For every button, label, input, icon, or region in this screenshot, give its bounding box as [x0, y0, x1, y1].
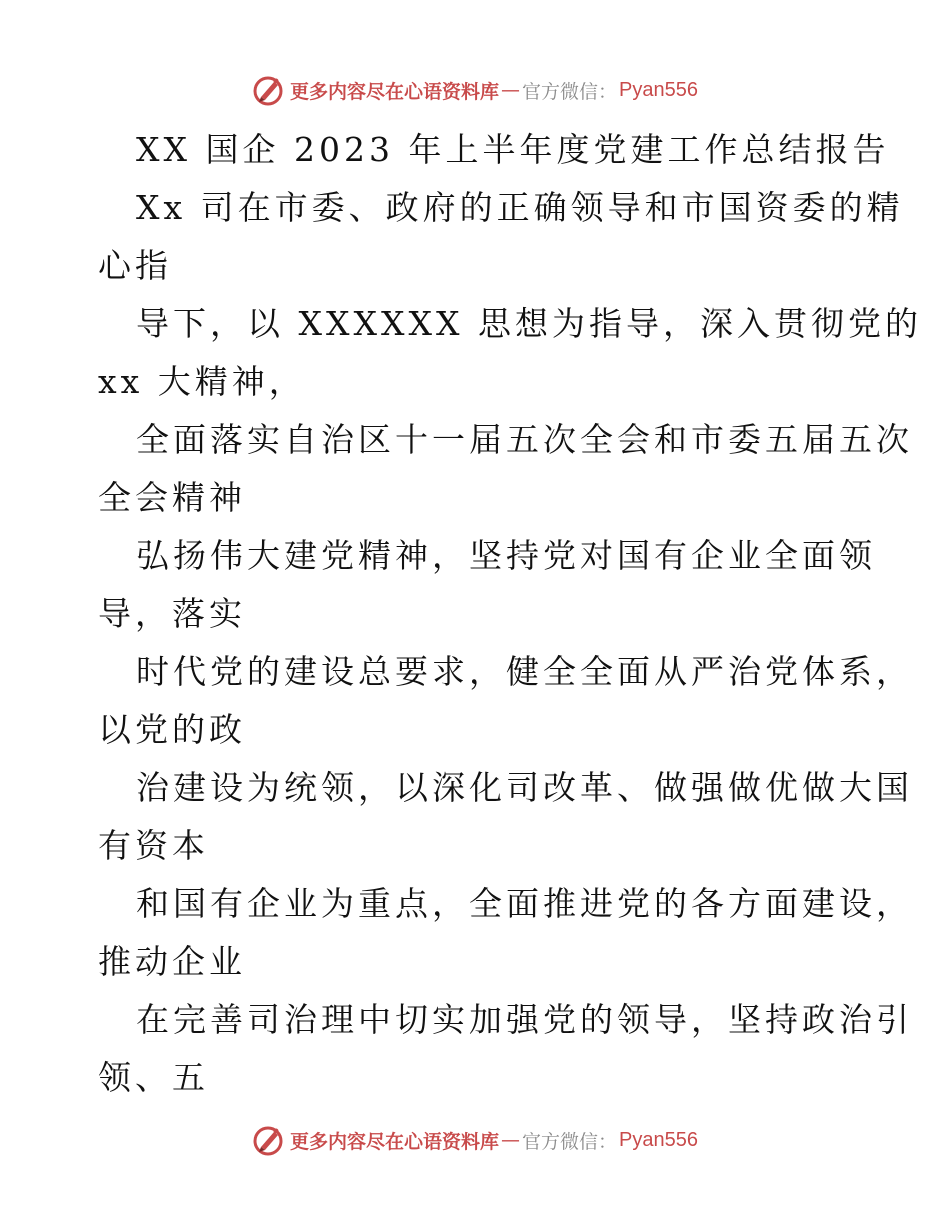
- watermark-banner-bottom: [0, 1120, 950, 1160]
- text-line: 心指: [98, 246, 172, 285]
- text-line: 以党的政: [98, 710, 246, 749]
- text-line: 导下，以 XXXXXX 思想为指导，深入贯彻党的: [136, 304, 922, 343]
- document-title: XX 国企 2023 年上半年度党建工作总结报告: [136, 130, 890, 169]
- text-line: Xx 司在市委、政府的正确领导和市国资委的精: [136, 188, 904, 227]
- banner-wechat-id: Pyan556: [619, 78, 698, 101]
- pen-logo-icon: [252, 1123, 286, 1157]
- text-line: 在完善司治理中切实加强党的领导，坚持政治引: [136, 1000, 913, 1039]
- banner-wechat-label: 官方微信：: [522, 1130, 618, 1153]
- banner-text: 更多内容尽在心语资料库: [290, 1130, 500, 1153]
- text-line: 领、五: [98, 1058, 209, 1097]
- watermark-banner-top: [0, 70, 950, 110]
- banner-wechat-id: Pyan556: [619, 1128, 698, 1151]
- banner-wechat-label: 官方微信：: [522, 80, 618, 103]
- text-line: 时代党的建设总要求，健全全面从严治党体系，: [136, 652, 913, 691]
- text-line: 推动企业: [98, 942, 246, 981]
- text-line: 有资本: [98, 826, 209, 865]
- text-line: 弘扬伟大建党精神，坚持党对国有企业全面领: [136, 536, 876, 575]
- banner-dash: —: [501, 1129, 521, 1151]
- pen-logo-icon: [252, 73, 286, 107]
- text-line: 导，落实: [98, 594, 246, 633]
- text-line: 全会精神: [98, 478, 246, 517]
- text-line: xx 大精神，: [98, 362, 306, 401]
- text-line: 治建设为统领，以深化司改革、做强做优做大国: [136, 768, 913, 807]
- text-line: 和国有企业为重点，全面推进党的各方面建设，: [136, 884, 913, 923]
- text-line: 全面落实自治区十一届五次全会和市委五届五次: [136, 420, 913, 459]
- banner-text: 更多内容尽在心语资料库: [290, 80, 500, 103]
- banner-dash: —: [501, 79, 521, 101]
